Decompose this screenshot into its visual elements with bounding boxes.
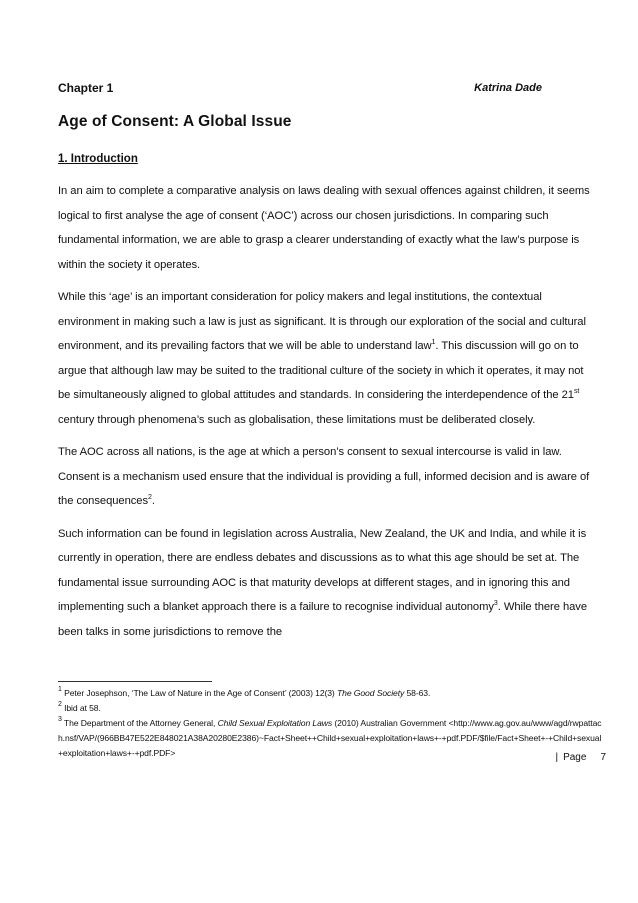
footnote-ref-1[interactable]: 1 <box>431 339 436 346</box>
running-header <box>58 81 542 97</box>
footnote-divider <box>58 681 212 682</box>
paragraph-2 <box>58 285 596 432</box>
page-label: Page <box>563 752 587 763</box>
footnote-1-text: Peter Josephson, ‘The Law of Nature in the Age of Consent’ (2003) 12(3) <box>61 688 337 698</box>
footnote-3 <box>58 716 604 761</box>
footnote-3-number: 3 <box>58 716 62 723</box>
paragraph-1: In an aim to complete a comparative analysis on laws dealing with sexual offences against children, it seems logical to first analyse the age of consent (‘AOC’) across our chosen jurisdictions. In comparing such fundamental information, we are able to grasp a clearer understanding of exactly what the law’s purpose is within the society it operates. <box>58 185 590 271</box>
footnote-3-text: The Department of the Attorney General, <box>61 718 218 728</box>
footnote-2-number: 2 <box>58 701 62 708</box>
paragraph-4 <box>58 522 596 645</box>
paragraph-3-text-a: The AOC across all nations, is the age at which a person’s consent to sexual intercourse is valid in law. Consent is a mechanism used ensure that the individual is providing a full, informed decision and is aware of the consequences <box>58 446 590 507</box>
footnote-1-source: The Good Society <box>336 688 405 698</box>
footnote-2 <box>58 701 604 716</box>
footnotes <box>58 686 604 761</box>
paragraph-4-text-a: Such information can be found in legislation across Australia, New Zealand, the UK and India, and while it is currently in operation, there are endless debates and discussions as to what this age should be set at. The fundamental issue surrounding AOC is that maturity develops at different stages, and in ignoring this and implementing such a blanket approach there is a failure to recognise individual autonomy <box>58 527 587 613</box>
paragraph-3 <box>58 440 596 514</box>
footnote-3-url[interactable]: (2010) Australian Government <http://www.ag.gov.au/www/agd/rwpattach.nsf/VAP/(966BB47E522E848021A38A20280E2386)~Fact+Sheet++Child+sexual+exploitation+laws+-+pdf.PDF/$file/Fact+Sheet+-+Child+sexual+exploitation+laws+-+pdf.PDF> <box>58 718 602 758</box>
section-heading-text: 1. Introduction <box>58 153 138 165</box>
ordinal-suffix: st <box>573 388 580 395</box>
chapter-label: Chapter 1 <box>58 81 114 95</box>
page-number-footer <box>555 752 606 763</box>
paragraph-2-text-c: century through phenomena’s such as globalisation, these limitations must be deliberated closely. <box>58 413 536 426</box>
footnote-2-text: Ibid at 58. <box>61 703 101 713</box>
body-text <box>58 179 596 652</box>
footnote-1 <box>58 686 604 701</box>
page-footer-separator: | <box>555 752 559 763</box>
paragraph-2-text-a: While this ‘age’ is an important consideration for policy makers and legal institutions, the contextual environment in making such a law is just as significant. It is through our exploration of the social and cultural environment, and its prevailing factors that we will be able to understand law <box>58 291 586 352</box>
footnote-3-source: Child Sexual Exploitation Laws <box>217 718 333 728</box>
paragraph-4-text-b: . While there have been talks in some jurisdictions to remove the <box>58 601 588 638</box>
paragraph-3-text-b: . <box>151 495 155 507</box>
page-title: Age of Consent: A Global Issue <box>58 113 292 130</box>
footnote-ref-3[interactable]: 3 <box>493 600 498 607</box>
section-heading <box>58 153 138 165</box>
page-number: 7 <box>600 752 606 763</box>
paragraph-2-text-b: . This discussion will go on to argue that although law may be suited to the traditional culture of the society in which it operates, it may not be simultaneously aligned to global attitudes and standards. In considering the interdependence of the 21 <box>58 340 584 401</box>
footnote-1-pages: 58-63. <box>404 688 431 698</box>
footnote-ref-2[interactable]: 2 <box>148 494 152 501</box>
footnote-1-number: 1 <box>58 686 62 693</box>
author-name: Katrina Dade <box>474 82 542 94</box>
